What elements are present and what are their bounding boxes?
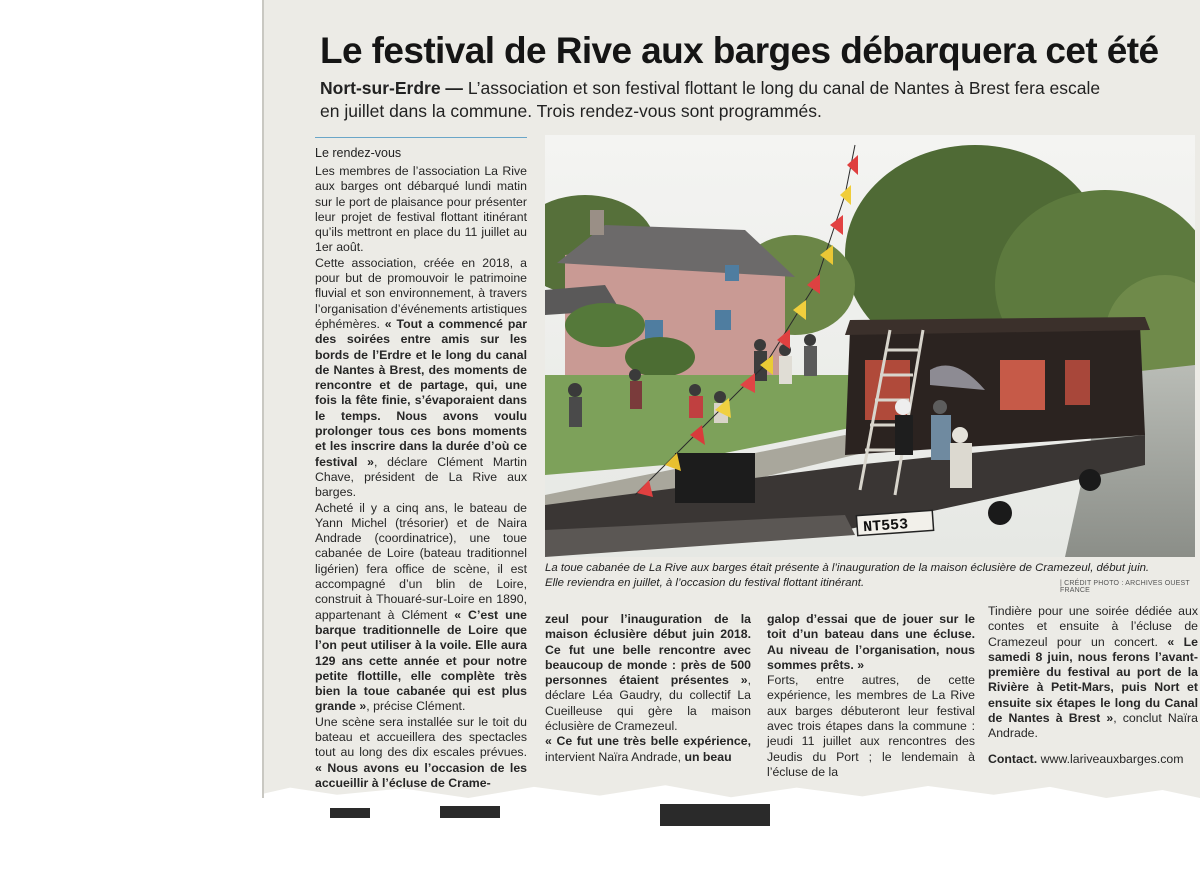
contact-line: Contact. www.lariveauxbarges.com [988,751,1184,766]
lede-text: L’association et son festival flottant le long du canal de Nantes à Brest fera escale en juillet dans la commune. Trois rendez-vous sont programmés. [320,78,1101,121]
photo-credit: | CRÉDIT PHOTO : ARCHIVES OUEST FRANCE [1060,580,1190,594]
lede [320,77,1120,123]
paragraph: Une scène sera installée sur le toit du bateau et accueillera des spectacles tout au long des dix escales prévues. « Nous avons eu l’occasion de les accueillir à l’écluse de Crame- [315,714,527,790]
paragraph: Cette association, créée en 2018, a pour but de promouvoir le patrimoine fluvial et son environnement, à travers l’organisation d’événements artistiques éphémères. « Tout a commencé par des soirées entre amis sur les bords de l’Erdre et le long du canal de Nantes à Brest, des moments de rencontre et de partage, qui, une fois la fête finie, s’évaporaient dans le temps. Nous avons voulu prolonger tous ces bons moments et les inscrire dans la durée d’où ce festival », déclare Clément Martin Chave, président de La Rive aux barges. [315,255,528,500]
column-2 [545,612,751,765]
paragraph: Tindière pour une soirée dédiée aux contes et ensuite à l’écluse de Cramezeul pour un concert. « Le samedi 8 juin, nous ferons l’avant-première du festival au port de la Rivière à Petit-Mars, puis Nort et ensuite six étapes le long du Canal de Nantes à Brest », conclut Naïra Andrade. [988,604,1198,741]
paragraph: « Ce fut une très belle expérience, intervient Naïra Andrade, un beau [545,734,751,764]
paragraph: zeul pour l’inauguration de la maison éclusière début juin 2018. Ce fut une belle rencontre avec beaucoup de monde : près de 500 personnes étaient présentes », déclare Léa Gaudry, du collectif La Cueilleuse qui gère la maison éclusière de Cramezeul. [545,612,751,734]
paper-edge [262,0,264,798]
column-1 [315,164,527,791]
paragraph: Forts, entre autres, de cette expérience, les membres de La Rive aux barges débuteront leur festival avec trois étapes dans la commune : jeudi 11 juillet aux rencontres des Jeudis du Port ; le lendemain à l’écluse de la [767,673,975,779]
caption-line: Elle reviendra en juillet, à l’occasion du festival flottant itinérant. [545,577,865,589]
headline: Le festival de Rive aux barges débarquera cet été [320,30,1159,71]
caption-line: La toue cabanée de La Rive aux barges était présente à l’inauguration de la maison éclusière de Cramezeul, début juin. [545,562,1150,574]
paragraph: Les membres de l’association La Rive aux barges ont débarqué lundi matin sur le port de plaisance pour présenter leur projet de festival flottant itinérant qu’ils mettront en place du 11 juillet au 1er août. [315,164,527,255]
column-4 [988,604,1198,767]
torn-fragment [320,800,840,830]
dateline: Nort-sur-Erdre — [320,78,463,98]
column-3 [767,612,975,780]
section-label: Le rendez-vous [315,137,527,159]
article-photo [545,135,1195,557]
boat-registration: NT553 [862,516,909,537]
paragraph: galop d’essai que de jouer sur le toit d’un bateau dans une écluse. Au niveau de l’organisation, nous sommes prêts. » [767,612,975,672]
contact-link[interactable]: www.lariveauxbarges.com [1040,751,1184,766]
paragraph: Acheté il y a cinq ans, le bateau de Yann Michel (trésorier) et de Naira Andrade (coordinatrice), une toue cabanée de Loire (bateau traditionnel ligérien) fera office de scène, il est accompagné d’un blin de Loire, construit à Thouaré-sur-Loire en 1890, appartenant à Clément « C’est une barque traditionnelle de Loire que l’on peut utiliser à la voile. Elle aura 129 ans cette année et pour notre petite flottille, elle complète très bien la toue cabanée qui est plus grande », précise Clément. [315,500,527,714]
